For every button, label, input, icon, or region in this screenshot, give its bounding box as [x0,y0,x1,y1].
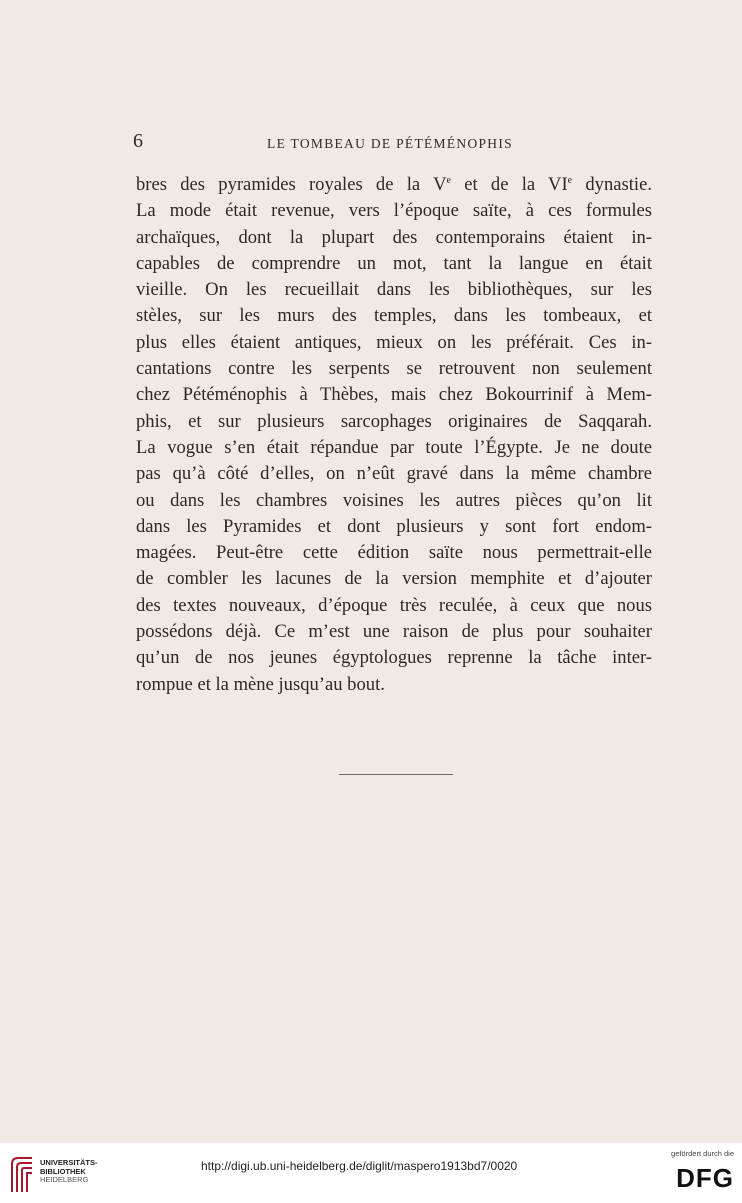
text-line: stèles, sur les murs des temples, dans les tombeaux, et [136,305,652,327]
body-text [136,172,652,698]
text-line: rompue et la mène jusqu’au bout. [136,673,385,695]
end-rule [339,774,453,775]
permalink[interactable]: http://digi.ub.uni-heidelberg.de/diglit/maspero1913bd7/0020 [201,1159,518,1173]
library-name-line: BIBLIOTHEK [40,1166,86,1176]
text-line: de combler les lacunes de la version memphite et d’ajouter [136,568,652,590]
university-library-logo-icon [8,1154,36,1194]
dfg-logo: DFG [676,1163,734,1193]
library-name [40,1159,98,1185]
text-line: archaïques, dont la plupart des contemporains étaient in- [136,226,652,248]
text-line: chez Pétéménophis à Thèbes, mais chez Bokourrinif à Mem- [136,384,652,406]
text-line: capables de comprendre un mot, tant la langue en était [136,252,652,274]
text-line: des textes nouveaux, d’époque très reculée, à ceux que nous [136,594,652,616]
text-line: cantations contre les serpents se retrouvent non seulement [136,358,652,380]
text-line: dans les Pyramides et dont plusieurs y sont fort endom- [136,515,652,537]
text-line: plus elles étaient antiques, mieux on les préférait. Ces in- [136,331,652,353]
running-head: LE TOMBEAU DE PÉTÉMÉNOPHIS [267,136,513,151]
text-line: La vogue s’en était répandue par toute l’Égypte. Je ne doute [136,436,652,458]
library-city: HEIDELBERG [40,1175,89,1184]
text-line: ou dans les chambres voisines les autres pièces qu’on lit [136,489,652,511]
page-number: 6 [133,130,143,152]
text-line: qu’un de nos jeunes égyptologues reprenne la tâche inter- [136,647,652,669]
library-name-line: UNIVERSITÄTS- [40,1158,98,1167]
text-line: possédons déjà. Ce m’est une raison de plus pour souhaiter [136,621,652,643]
text-line: pas qu’à côté d’elles, on n’eût gravé dans la même chambre [136,463,652,485]
text-line: La mode était revenue, vers l’époque saïte, à ces formules [136,200,652,222]
funded-by-label: gefördert durch die [671,1149,734,1158]
text-line: bres des pyramides royales de la Ve et de la VIe dynastie. [136,174,652,195]
text-line: vieille. On les recueillait dans les bibliothèques, sur les [136,279,652,301]
footer [0,1143,742,1203]
text-line: magées. Peut-être cette édition saïte nous permettrait-elle [136,542,652,564]
text-line: phis, et sur plusieurs sarcophages originaires de Saqqarah. [136,410,652,432]
